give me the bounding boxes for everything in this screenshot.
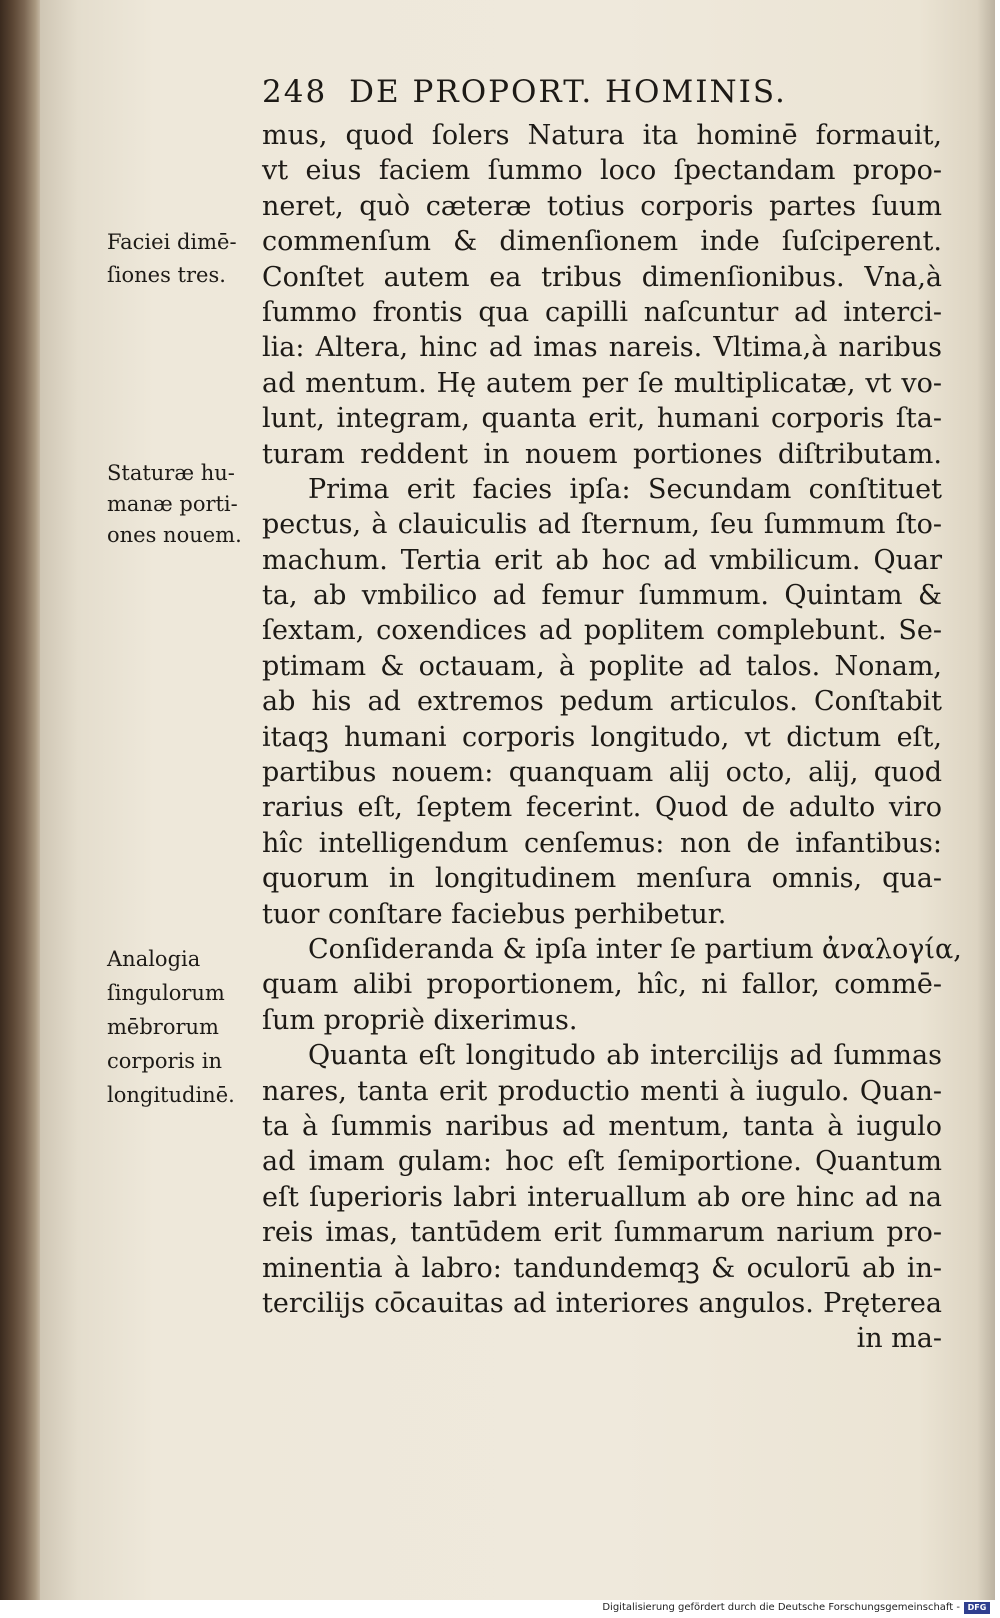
text-line: Quanta eſt longitudo ab intercilijs ad ſummas [308, 1040, 942, 1072]
text-line: pectus, à clauiculis ad ſternum, ſeu ſummum ſto- [262, 509, 942, 541]
text-line: ta à ſummis naribus ad mentum, tanta à iugulo [262, 1110, 942, 1142]
page-edge-shadow [977, 0, 995, 1600]
text-line: ad mentum. Hę autem per ſe multiplicatæ, vt vo- [262, 367, 942, 399]
text-line: rarius eſt, ſeptem fecerint. Quod de adulto viro [262, 792, 942, 824]
text-line: tercilijs cōcauitas ad interiores angulos. Pręterea [262, 1287, 942, 1319]
text-line: partibus nouem: quanquam alij octo, alij, quod [262, 757, 942, 789]
dfg-logo: DFG [964, 1602, 990, 1614]
margin-note-line: mēbrorum [107, 1015, 219, 1039]
text-line: Conſtet autem ea tribus dimenſionibus. Vna,à [262, 261, 942, 293]
margin-note-line: Staturæ hu- [107, 461, 235, 485]
margin-note-line: corporis in [107, 1049, 222, 1073]
text-line: ſum propriè dixerimus. [262, 1004, 578, 1036]
text-line: minentia à labro: tandundemqꝫ & oculorū ab in- [262, 1252, 942, 1284]
margin-note-line: Analogia [107, 947, 201, 971]
margin-note-analogy [107, 942, 235, 1112]
text-line: mus, quod ſolers Natura ita hominē formauit, [262, 120, 942, 151]
text-line: ſextam, coxendices ad poplitem complebunt. Se- [262, 615, 942, 647]
margin-note-line: Faciei dimē- [107, 230, 237, 254]
text-line: commenſum & dimenſionem inde ſuſciperent. [262, 226, 942, 258]
digitization-footer [0, 1600, 1000, 1618]
text-line: nares, tanta erit productio menti à iugulo. Quan- [262, 1075, 942, 1107]
text-line: quam alibi proportionem, hîc, ni fallor, commē- [262, 969, 942, 1001]
footer-credit: Digitalisierung gefördert durch die Deutsche Forschungsgemeinschaft - [602, 1602, 960, 1613]
margin-note-line: longitudinē. [107, 1083, 235, 1107]
text-line: eſt ſuperioris labri interuallum ab ore hinc ad na [262, 1181, 942, 1213]
text-line: neret, quò cæteræ totius corporis partes ſuum [262, 190, 942, 222]
page-number: 248 [262, 74, 328, 110]
text-line: lunt, integram, quanta erit, humani corporis ſta- [262, 403, 942, 435]
text-line: lia: Altera, hinc ad imas nareis. Vltima,à naribus [262, 332, 942, 364]
running-head [262, 74, 912, 122]
text-line: reis imas, tantūdem erit ſummarum narium pro- [262, 1217, 942, 1249]
margin-note-line: manæ porti- [107, 492, 238, 516]
margin-note-stature-portions [107, 458, 242, 551]
text-line: quorum in longitudinem menſura omnis, qua- [262, 863, 942, 895]
text-line: Conſideranda & ipſa inter ſe partium ἀναλογία, [308, 933, 962, 965]
text-line: ta, ab vmbilico ad femur ſummum. Quintam & [262, 580, 942, 612]
catchword: in ma- [856, 1323, 942, 1355]
text-line: hîc intelligendum cenſemus: non de infantibus: [262, 827, 942, 859]
text-line: turam reddent in nouem portiones diſtributam. [262, 438, 942, 470]
running-title: DE PROPORT. HOMINIS. [349, 74, 787, 110]
margin-note-line: ſingulorum [107, 981, 225, 1005]
text-line: ſummo frontis qua capilli naſcuntur ad interci- [262, 296, 942, 328]
margin-note-face-dimensions [107, 226, 237, 292]
text-line: machum. Tertia erit ab hoc ad vmbilicum. Quar [262, 544, 942, 576]
text-line: vt eius faciem ſummo loco ſpectandam propo- [262, 155, 942, 187]
text-line: ab his ad extremos pedum articulos. Conſtabit [262, 686, 942, 718]
text-line: itaqꝫ humani corporis longitudo, vt dictum eſt, [262, 721, 942, 753]
margin-note-line: ones nouem. [107, 523, 242, 547]
text-line: Prima erit facies ipſa: Secundam conſtituet [308, 473, 942, 505]
text-line: ad imam gulam: hoc eſt ſemiportione. Quantum [262, 1146, 942, 1178]
text-line: ptimam & octauam, à poplite ad talos. Nonam, [262, 650, 942, 682]
body-text [262, 118, 962, 1357]
book-binding-edge [0, 0, 44, 1600]
margin-note-line: ſiones tres. [107, 263, 226, 287]
text-line: tuor conſtare faciebus perhibetur. [262, 898, 727, 930]
